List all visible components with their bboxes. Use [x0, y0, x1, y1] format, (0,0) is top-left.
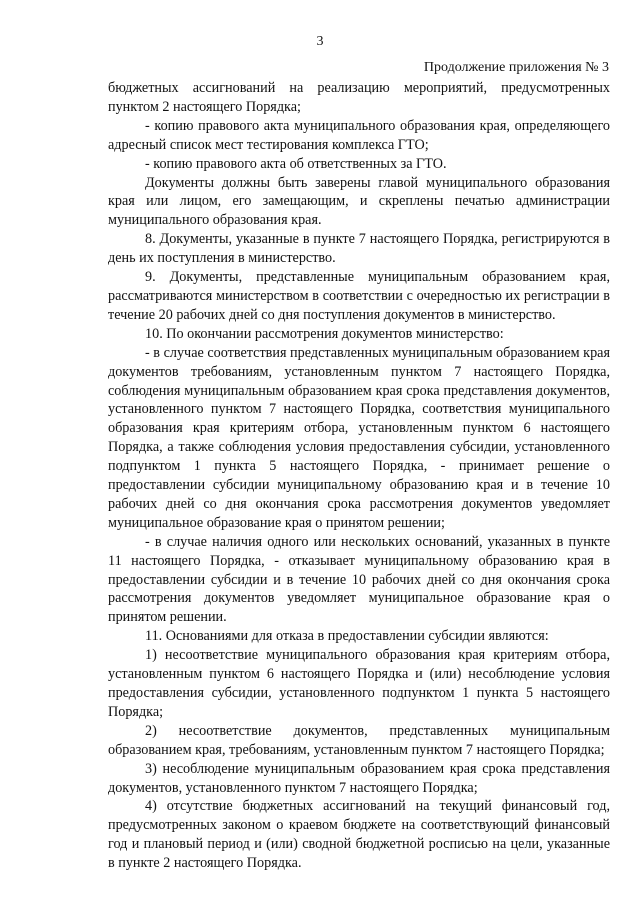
paragraph-gto-testing-sites-act: - копию правового акта муниципального образования края, определяющего адресный список мест тестирования комплекса ГТО;	[108, 117, 610, 153]
paragraph-item-11-ground-3: 3) несоблюдение муниципальным образованием края срока представления документов, установленного пунктом 7 настоящего Порядка;	[108, 760, 610, 796]
appendix-continuation-note: Продолжение приложения № 3	[423, 60, 609, 75]
paragraph-item-10: 10. По окончании рассмотрения документов министерство:	[145, 325, 504, 342]
paragraph-documents-certification: Документы должны быть заверены главой муниципального образования края или лицом, его замещающим, и скреплены печатью администрации муниципального образования края.	[108, 174, 610, 229]
paragraph-item-11: 11. Основаниями для отказа в предоставлении субсидии являются:	[145, 628, 549, 645]
document-body	[108, 79, 610, 873]
paragraph-item-9: 9. Документы, представленные муниципальным образованием края, рассматриваются министерством в соответствии с очередностью их регистрации в течение 20 рабочих дней со дня поступления документов в министерство.	[108, 269, 610, 323]
paragraph-budget-allocations-continued: бюджетных ассигнований на реализацию мероприятий, предусмотренных пунктом 2 настоящего Порядка;	[108, 80, 610, 115]
paragraph-item-11-ground-2: 2) несоответствие документов, представленных муниципальным образованием края, требованиям, установленным пунктом 7 настоящего Порядка;	[108, 722, 610, 758]
paragraph-item-11-ground-4: 4) отсутствие бюджетных ассигнований на текущий финансовый год, предусмотренных законом о краевом бюджете на соответствующий финансовый год и плановый период и (или) сводной бюджетной росписью на цели, указанные в пункте 2 настоящего Порядка.	[108, 798, 610, 872]
paragraph-item-8: 8. Документы, указанные в пункте 7 настоящего Порядка, регистрируются в день их поступления в министерство.	[108, 231, 610, 267]
paragraph-item-10-approval: - в случае соответствия представленных муниципальным образованием края документов требованиям, установленным пунктом 7 настоящего Порядка, соблюдения муниципальным образованием края срока представления документов, установленного пунктом 7 настоящего Порядка, соответствия муниципального образования края критериям отбора, установленным пунктом 6 настоящего Порядка, а также соблюдения условия предоставления субсидии, установленного подпунктом 1 пункта 5 настоящего Порядка, - принимает решение о предоставлении субсидии муниципальному образованию края и в течение 10 рабочих дней со дня окончания срока рассмотрения документов уведомляет муниципальное образование края о принятом решении;	[108, 344, 610, 531]
paragraph-item-10-refusal: - в случае наличия одного или нескольких оснований, указанных в пункте 11 настоящего Порядка, - отказывает муниципальному образованию края в предоставлении субсидии и в течение 10 рабочих дней со дня окончания срока рассмотрения документов уведомляет муниципальное образование края о принятом решении.	[108, 533, 610, 626]
paragraph-gto-responsible-act: - копию правового акта об ответственных за ГТО.	[145, 155, 447, 172]
paragraph-item-11-ground-1: 1) несоответствие муниципального образования края критериям отбора, установленным пунктом 6 настоящего Порядка и (или) несоблюдение условия предоставления субсидии, установленного подпунктом 1 пункта 5 настоящего Порядка;	[108, 647, 610, 720]
page-number: 3	[316, 34, 324, 49]
